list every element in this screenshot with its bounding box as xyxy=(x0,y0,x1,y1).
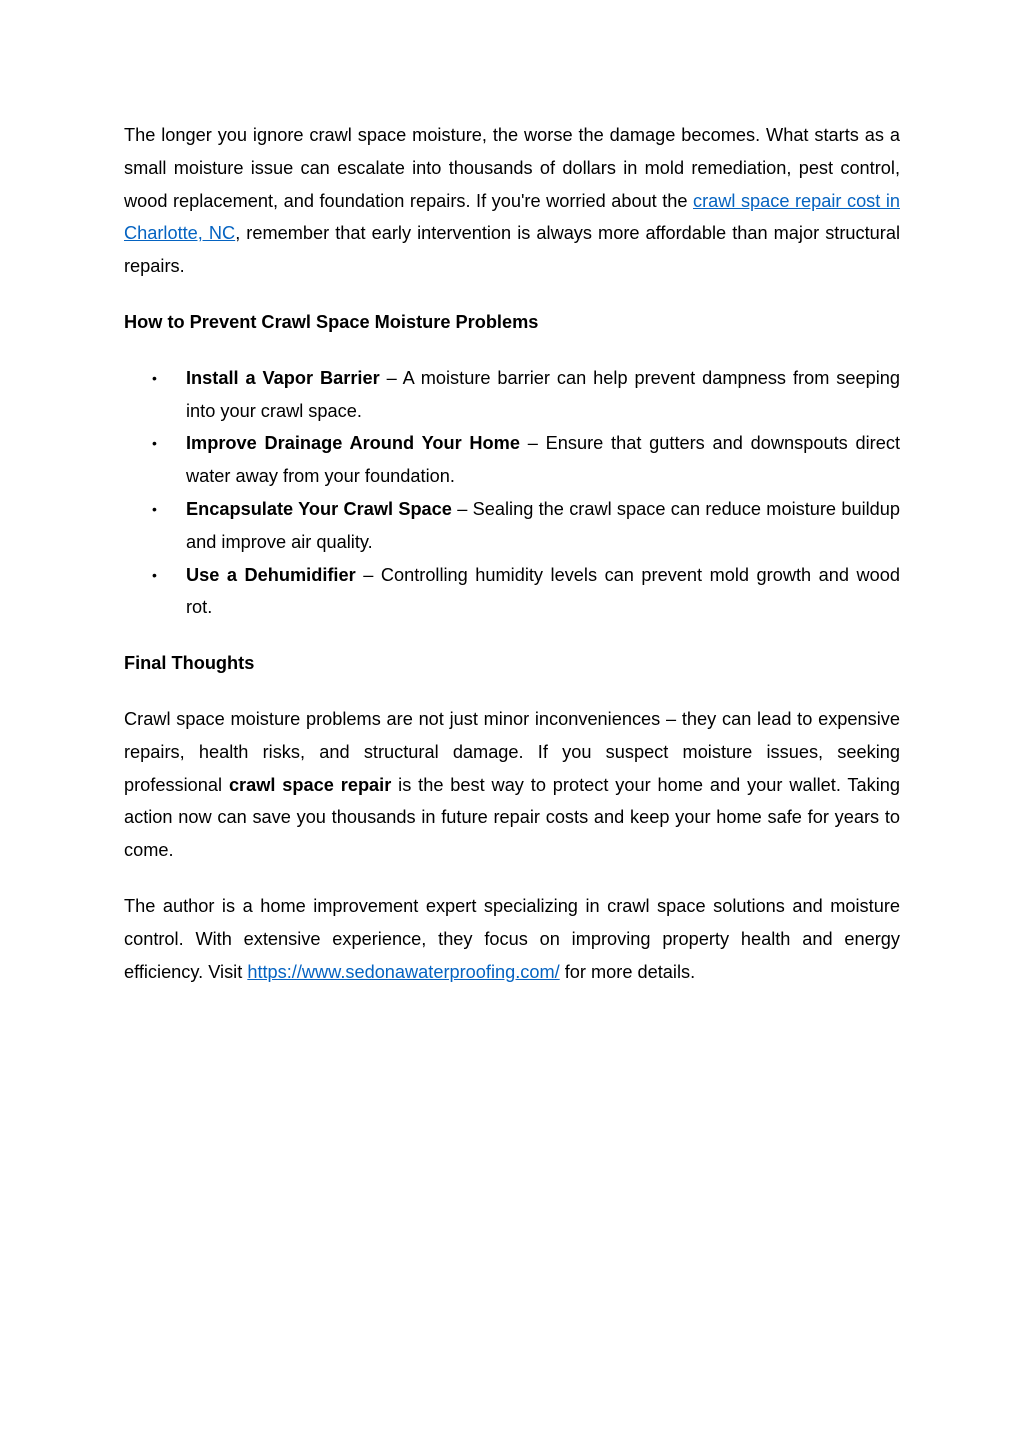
list-item xyxy=(124,559,900,625)
final-text-start: Crawl space moisture problems are not just minor inconveniences – they can lead to expensive repairs, health risks, and structural damage. If you suspect moisture issues, seeking professional xyxy=(124,708,900,795)
document-page xyxy=(124,119,900,1011)
prevent-heading: How to Prevent Crawl Space Moisture Problems xyxy=(124,311,539,332)
list-item-text: – Sealing the crawl space can reduce moisture buildup and improve air quality. xyxy=(186,498,900,552)
author-text-start: The author is a home improvement expert specializing in crawl space solutions and moisture control. With extensive experience, they focus on improving property health and energy efficiency. Visit xyxy=(124,895,900,982)
prevention-list xyxy=(124,362,900,624)
bullet-icon: • xyxy=(152,435,157,452)
intro-paragraph xyxy=(124,119,900,283)
crawl-space-repair-emphasis: crawl space repair xyxy=(228,774,392,795)
list-item-title: Use a Dehumidifier xyxy=(186,564,356,585)
list-item xyxy=(124,427,900,493)
list-item xyxy=(124,493,900,559)
list-item-title: Improve Drainage Around Your Home xyxy=(186,433,520,454)
list-item xyxy=(124,362,900,428)
bullet-icon: • xyxy=(152,566,157,583)
list-item-text: – Controlling humidity levels can prevent mold growth and wood rot. xyxy=(186,564,900,618)
final-thoughts-paragraph xyxy=(124,703,900,867)
list-item-title: Install a Vapor Barrier xyxy=(186,367,380,388)
author-paragraph xyxy=(124,890,900,988)
list-item-text: – Ensure that gutters and downspouts direct water away from your foundation. xyxy=(186,433,900,487)
crawl-space-repair-cost-link[interactable]: crawl space repair cost in Charlotte, NC xyxy=(124,190,900,244)
author-text-end: for more details. xyxy=(559,961,696,982)
intro-text-start: The longer you ignore crawl space moisture, the worse the damage becomes. What starts as a small moisture issue can escalate into thousands of dollars in mold remediation, pest control, wood replacement, and foundation repairs. If you're worried about the xyxy=(124,125,900,211)
bullet-icon: • xyxy=(152,500,157,517)
bullet-icon: • xyxy=(152,369,157,386)
list-item-title: Encapsulate Your Crawl Space xyxy=(186,498,452,519)
sedona-website-link[interactable]: https://www.sedonawaterproofing.com/ xyxy=(247,961,560,982)
list-item-text: – A moisture barrier can help prevent dampness from seeping into your crawl space. xyxy=(186,367,900,421)
final-text-end: is the best way to protect your home and your wallet. Taking action now can save you thousands in future repair costs and keep your home safe for years to come. xyxy=(124,774,900,861)
intro-text-end: , remember that early intervention is always more affordable than major structural repairs. xyxy=(124,223,900,277)
final-thoughts-heading: Final Thoughts xyxy=(124,653,255,674)
